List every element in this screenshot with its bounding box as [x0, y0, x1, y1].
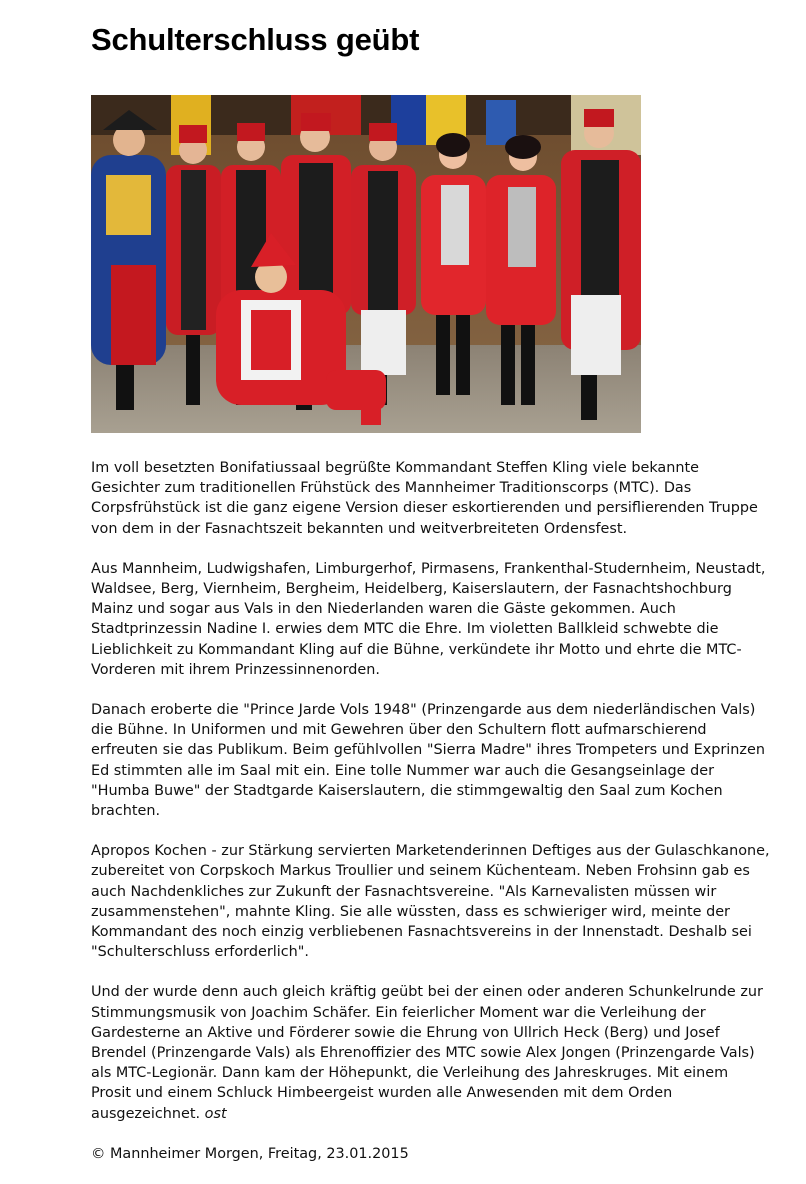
paragraph-5-text: Und der wurde denn auch gleich kräftig geübt bei der einen oder anderen Schunkelrunde zur Stimmungsmusik von Joachim Schäfer. Ein feierlicher Moment war die Verleihung der Gardesterne an Aktive und Förderer sowie die Ehrung von Ullrich Heck (Berg) und Josef Brendel (Prinzengarde Vals) als Ehrenoffizier des MTC sowie Alex Jongen (Prinzengarde Vals) als MTC-Legionär. Dann kam der Höhepunkt, die Verleihung des Jahreskruges. Mit einem Prosit und einem Schluck Himbeergeist wurden alle Anwesenden mit dem Orden ausgezeichnet.	[91, 984, 763, 1122]
source-credit: © Mannheimer Morgen, Freitag, 23.01.2015	[91, 1145, 409, 1162]
paragraph-4: Apropos Kochen - zur Stärkung servierten Marketenderinnen Deftiges aus der Gulaschkanone, zubereitet von Corpskoch Markus Troullier und seinem Küchenteam. Neben Frohsinn gab es auch Nachdenkliches zur Zukunft der Fasnachtsvereine. "Als Karnevalisten müssen wir zusammenstehen", mahnte Kling. Sie alle wüssten, dass es schwieriger wird, meinte der Kommandant des noch einzig verbliebenen Fasnachtsvereins in der Innenstadt. Deshalb sei "Schulterschluss erforderlich".	[91, 843, 770, 961]
paragraph-2: Aus Mannheim, Ludwigshafen, Limburgerhof, Pirmasens, Frankenthal-Studernheim, Neustadt, Waldsee, Berg, Viernheim, Bergheim, Heidelberg, Kaiserslautern, der Fasnachtshochburg Mainz und sogar aus Vals in den Niederlanden waren die Gäste gekommen. Auch Stadtprinzessin Nadine I. erwies dem MTC die Ehre. Im violetten Ballkleid schwebte die Lieblichkeit zu Kommandant Kling auf die Bühne, verkündete ihr Motto und ehrte die MTC-Vorderen mit ihrem Prinzessinnenorden.	[91, 560, 766, 678]
paragraph-5	[91, 982, 771, 1123]
article-body	[91, 458, 771, 1184]
paragraph-1: Im voll besetzten Bonifatiussaal begrüßte Kommandant Steffen Kling viele bekannte Gesichter zum traditionellen Frühstück des Mannheimer Traditionscorps (MTC). Das Corpsfrühstück ist die ganz eigene Version dieser eskortierenden und persiflierenden Truppe von dem in der Fasnachtszeit bekannten und weitverbreiteten Ordensfest.	[91, 460, 758, 537]
article-title: Schulterschluss geübt	[91, 22, 420, 57]
group-photo-icon	[91, 95, 641, 433]
author-initials: ost	[204, 1105, 227, 1122]
paragraph-3: Danach eroberte die "Prince Jarde Vols 1948" (Prinzengarde aus dem niederländischen Vals) die Bühne. In Uniformen und mit Gewehren über den Schultern flott aufmarschierend erfreuten sie das Publikum. Beim gefühlvollen "Sierra Madre" ihres Trompeters und Exprinzen Ed stimmten alle im Saal mit ein. Eine tolle Nummer war auch die Gesangseinlage der "Humba Buwe" der Stadtgarde Kaiserslautern, die stimmgewaltig den Saal zum Kochen brachten.	[91, 702, 765, 820]
article-photo	[91, 95, 641, 433]
